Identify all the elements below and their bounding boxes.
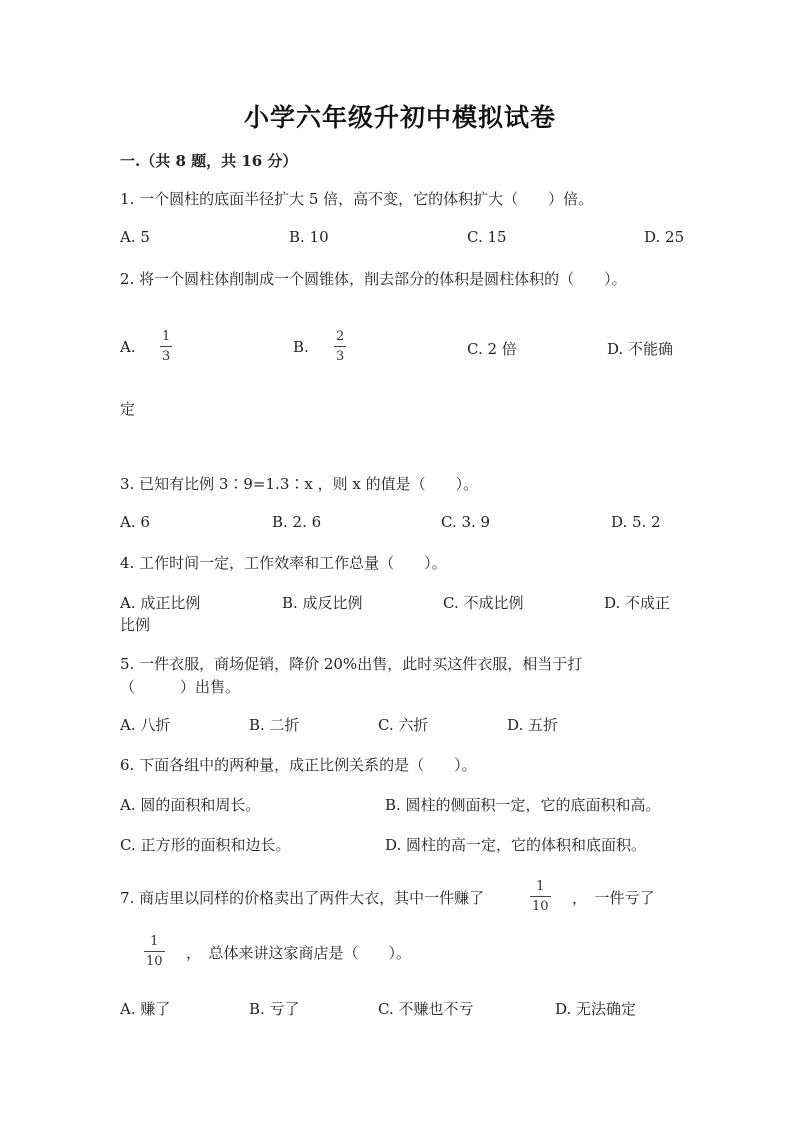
fraction-numerator: 1 — [536, 879, 545, 894]
question-6-option-c: C. 正方形的面积和边长。 — [120, 836, 291, 854]
question-6-option-d: D. 圆柱的高一定，它的体积和底面积。 — [385, 836, 647, 854]
fraction-numerator: 1 — [150, 934, 159, 949]
question-7-text: 7. 商店里以同样的价格卖出了两件大衣，其中一件赚了 — [120, 889, 485, 907]
question-6-text: 6. 下面各组中的两种量，成正比例关系的是（ ）。 — [120, 756, 477, 774]
question-7-option-c: C. 不赚也不亏 — [378, 1000, 474, 1018]
page-title: 小学六年级升初中模拟试卷 — [243, 103, 556, 132]
question-2-option-a: A. — [120, 338, 136, 356]
question-3-option-a: A. 6 — [120, 513, 150, 531]
question-6-option-a: A. 圆的面积和周长。 — [120, 796, 261, 814]
fraction-denominator: 10 — [146, 954, 163, 969]
fraction-denominator: 3 — [162, 349, 171, 364]
question-4-option-c: C. 不成比例 — [443, 594, 524, 612]
question-2-option-d-continued: 定 — [120, 400, 136, 418]
question-2-option-d: D. 不能确 — [607, 340, 674, 358]
fraction-numerator: 2 — [336, 329, 345, 344]
question-3-option-b: B. 2. 6 — [272, 513, 322, 531]
fraction-denominator: 10 — [532, 899, 549, 914]
question-4-option-b: B. 成反比例 — [282, 594, 363, 612]
question-7-fraction-loss — [144, 935, 165, 968]
question-5-text-continued: （ ）出售。 — [120, 678, 241, 696]
question-7-fraction-gain — [530, 880, 551, 913]
question-1-option-a: A. 5 — [120, 228, 150, 246]
question-2-option-c: C. 2 倍 — [467, 340, 517, 358]
question-7-option-b: B. 亏了 — [249, 1000, 300, 1018]
question-5-option-c: C. 六折 — [378, 716, 429, 734]
question-5-text: 5. 一件衣服，商场促销，降价 20%出售，此时买这件衣服，相当于打 — [120, 655, 583, 673]
question-3-option-d: D. 5. 2 — [611, 513, 661, 531]
question-7-text-middle: ， 一件亏了 — [572, 889, 655, 907]
question-6-option-b: B. 圆柱的侧面积一定，它的底面积和高。 — [385, 796, 661, 814]
question-4-option-d: D. 不成正 — [604, 594, 671, 612]
question-1-option-d: D. 25 — [644, 228, 685, 246]
fraction-denominator: 3 — [336, 349, 345, 364]
question-5-option-d: D. 五折 — [507, 716, 559, 734]
question-2-option-b: B. — [293, 338, 309, 356]
question-5-option-b: B. 二折 — [249, 716, 300, 734]
question-7-text-continued: ， 总体来讲这家商店是（ ）。 — [186, 944, 412, 962]
question-1-option-b: B. 10 — [289, 228, 329, 246]
question-5-option-a: A. 八折 — [120, 716, 171, 734]
question-2-option-a-fraction — [160, 330, 172, 363]
question-4-option-d-continued: 比例 — [120, 616, 151, 634]
question-7-option-a: A. 赚了 — [120, 1000, 171, 1018]
section-heading: 一.（共 8 题，共 16 分） — [120, 152, 298, 170]
question-1-text: 1. 一个圆柱的底面半径扩大 5 倍，高不变，它的体积扩大（ ）倍。 — [120, 190, 594, 208]
question-2-text: 2. 将一个圆柱体削制成一个圆锥体，削去部分的体积是圆柱体积的（ ）。 — [120, 270, 627, 288]
question-4-option-a: A. 成正比例 — [120, 594, 201, 612]
question-3-text: 3. 已知有比例 3∶9=1.3∶x ，则 x 的值是（ ）。 — [120, 475, 479, 493]
question-3-option-c: C. 3. 9 — [441, 513, 491, 531]
question-2-option-b-fraction — [334, 330, 346, 363]
question-7-option-d: D. 无法确定 — [555, 1000, 637, 1018]
fraction-numerator: 1 — [162, 329, 171, 344]
question-1-option-c: C. 15 — [467, 228, 507, 246]
question-4-text: 4. 工作时间一定，工作效率和工作总量（ ）。 — [120, 554, 447, 572]
